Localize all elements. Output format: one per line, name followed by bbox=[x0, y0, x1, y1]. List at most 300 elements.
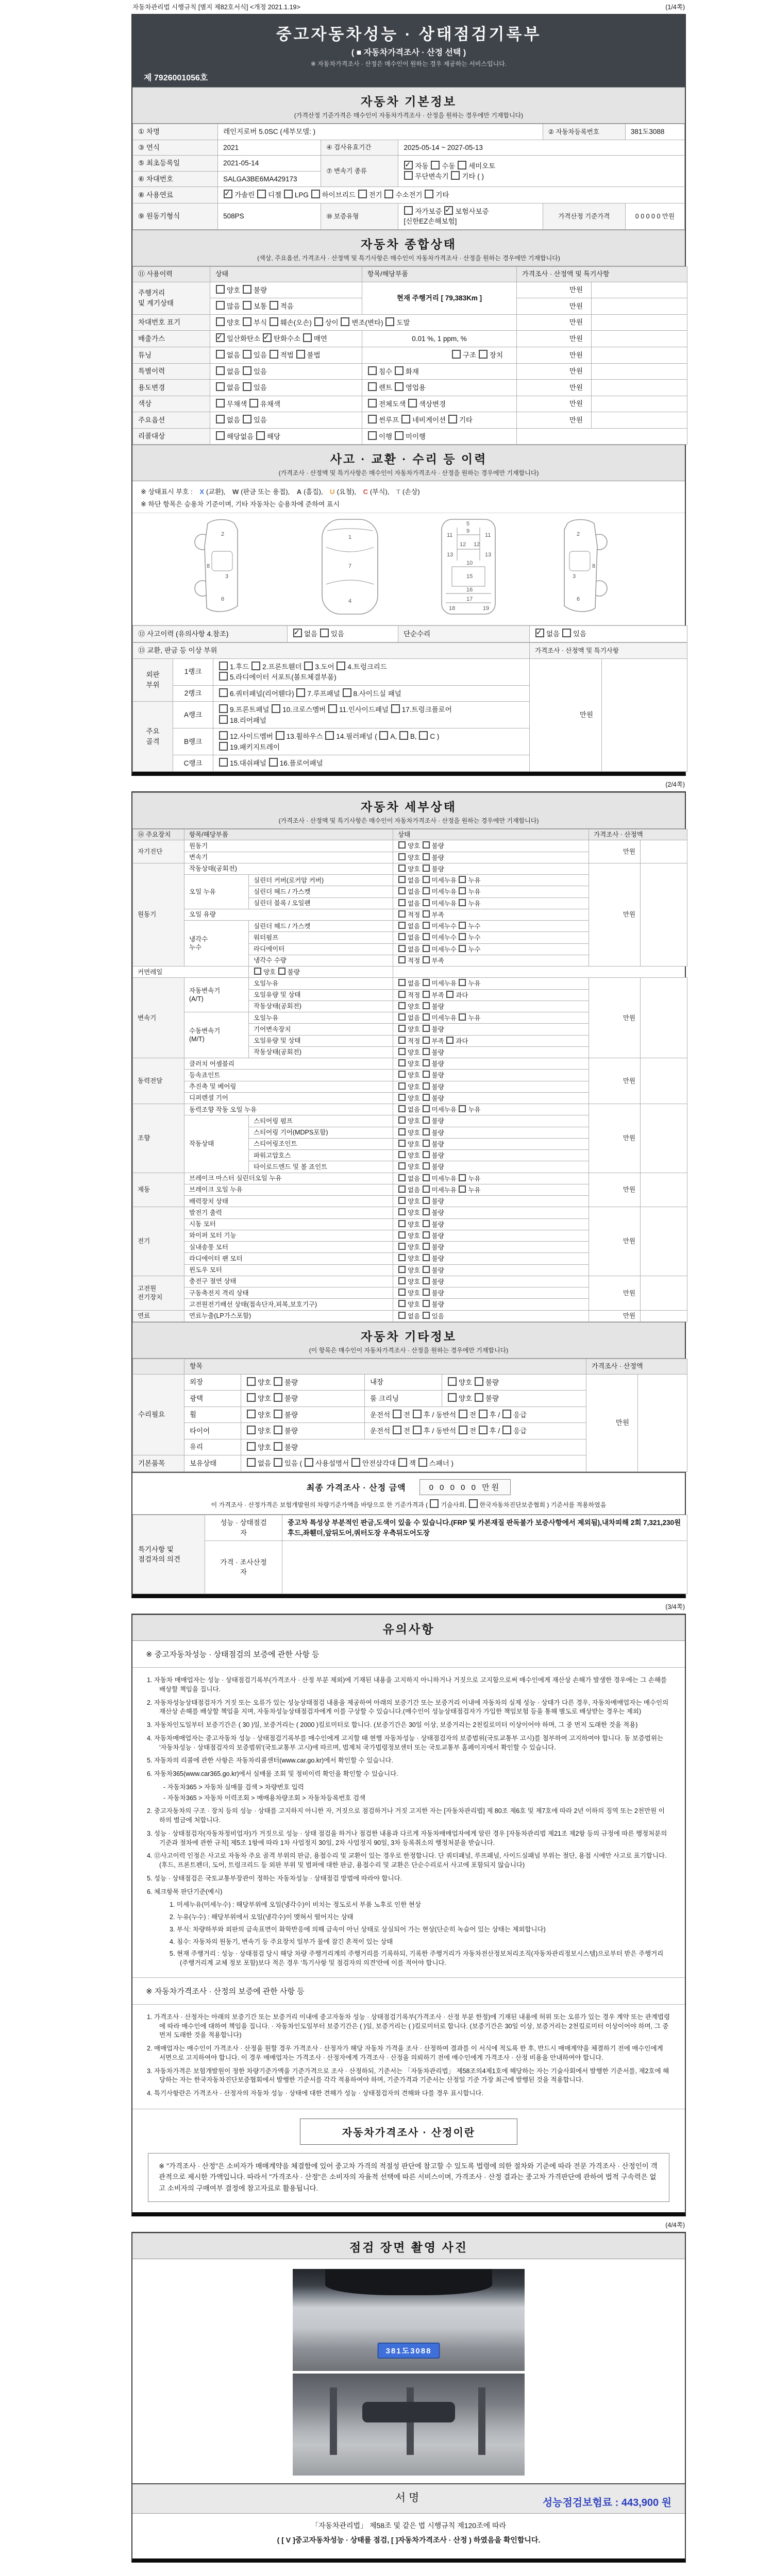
table-cell[interactable]: 양호 불량 bbox=[393, 1196, 589, 1207]
checkbox[interactable] bbox=[398, 1312, 406, 1319]
checkbox[interactable] bbox=[216, 415, 225, 423]
checkbox[interactable] bbox=[216, 431, 225, 440]
checkbox[interactable] bbox=[423, 1048, 430, 1055]
checkbox[interactable] bbox=[216, 399, 225, 408]
checkbox[interactable] bbox=[423, 1082, 430, 1090]
checkbox[interactable] bbox=[305, 1458, 313, 1467]
checkbox[interactable] bbox=[393, 1410, 401, 1418]
checkbox[interactable] bbox=[423, 991, 430, 998]
checkbox[interactable] bbox=[395, 366, 404, 375]
checkbox[interactable] bbox=[219, 672, 228, 681]
checkbox[interactable] bbox=[446, 991, 453, 998]
checkbox[interactable] bbox=[423, 1266, 430, 1273]
table-cell[interactable]: 6.쿼터패널(리어휀다) 7.루프패널 8.사이드실 패널 bbox=[213, 685, 530, 702]
checkbox[interactable] bbox=[398, 1266, 406, 1273]
checkbox[interactable] bbox=[423, 1312, 430, 1319]
checkbox[interactable] bbox=[398, 1277, 406, 1284]
checkbox[interactable] bbox=[276, 731, 284, 740]
table-cell[interactable]: 양호 부식 훼손(오손) 상이 변조(변타) 도말 bbox=[210, 314, 517, 331]
checkbox[interactable] bbox=[398, 1231, 406, 1239]
table-cell[interactable]: 없음 있음 bbox=[393, 1310, 589, 1321]
table-cell[interactable]: 양호 불량 bbox=[241, 1439, 586, 1455]
checkbox[interactable] bbox=[243, 366, 251, 375]
table-cell[interactable]: 양호 불량 bbox=[393, 1058, 589, 1070]
table-cell: 보유상태 bbox=[184, 1455, 241, 1472]
checkbox[interactable] bbox=[398, 1289, 406, 1296]
table-cell[interactable]: 없음 미세누수 누수 bbox=[393, 921, 589, 932]
checkbox[interactable] bbox=[423, 1071, 430, 1078]
checkbox[interactable] bbox=[320, 629, 329, 637]
checkbox[interactable] bbox=[398, 1220, 406, 1227]
table-cell[interactable]: 양호 불량 bbox=[393, 1001, 589, 1012]
checkbox[interactable] bbox=[398, 1254, 406, 1261]
table-cell[interactable]: 양호 불량 bbox=[393, 1024, 589, 1035]
table-cell[interactable]: 없음 미세누수 누수 bbox=[393, 943, 589, 955]
table-cell[interactable]: 양호 불량 bbox=[393, 1264, 589, 1276]
table-cell[interactable]: 양호 불량 bbox=[249, 967, 393, 978]
checkbox[interactable] bbox=[219, 742, 228, 751]
checkbox[interactable] bbox=[296, 350, 305, 359]
checkbox[interactable] bbox=[452, 350, 461, 359]
table-cell[interactable]: 이행 미이행 bbox=[362, 428, 517, 445]
damage-code-legend bbox=[132, 481, 685, 513]
checkbox[interactable] bbox=[423, 1300, 430, 1307]
table-cell: 단순수리 bbox=[398, 626, 530, 642]
simple-repair-options[interactable]: ✓ 없음 있음 bbox=[530, 626, 687, 642]
checkbox-checked[interactable] bbox=[444, 206, 453, 215]
table-cell[interactable]: 양호 불량 bbox=[393, 1299, 589, 1310]
checkbox[interactable] bbox=[398, 1128, 406, 1136]
checkbox-checked[interactable] bbox=[263, 333, 272, 342]
checkbox[interactable] bbox=[247, 1410, 256, 1418]
table-cell[interactable]: 양호 불량 bbox=[241, 1391, 365, 1407]
checkbox[interactable] bbox=[296, 688, 305, 697]
checkbox[interactable] bbox=[256, 431, 265, 440]
checkbox[interactable] bbox=[314, 317, 323, 326]
checkbox[interactable] bbox=[430, 1499, 439, 1508]
checkbox[interactable] bbox=[368, 431, 377, 440]
checkbox[interactable] bbox=[423, 1277, 430, 1284]
table-cell[interactable]: 양호 불량 bbox=[393, 1070, 589, 1081]
checkbox[interactable] bbox=[398, 1458, 407, 1467]
table-cell[interactable]: 양호 불량 bbox=[241, 1423, 365, 1439]
checkbox[interactable] bbox=[243, 285, 251, 294]
checkbox[interactable] bbox=[459, 945, 466, 952]
table-cell[interactable]: 양호 불량 bbox=[393, 1242, 589, 1253]
checkbox[interactable] bbox=[398, 1094, 406, 1101]
table-cell[interactable]: 9.프론트패널 10.크로스멤버 11.인사이드패널 17.트렁크플로어 18.리어패널 bbox=[213, 702, 530, 728]
checkbox[interactable] bbox=[398, 876, 406, 883]
table-cell[interactable]: 양호 불량 bbox=[393, 1138, 589, 1149]
section-title: 자동차 종합상태 bbox=[361, 237, 457, 251]
checkbox[interactable] bbox=[459, 1410, 467, 1418]
checkbox[interactable] bbox=[398, 1025, 406, 1032]
table-cell[interactable]: 적정 부족 과다 bbox=[393, 1035, 589, 1046]
table-cell[interactable]: 없음 있음 bbox=[210, 363, 362, 380]
checkbox[interactable] bbox=[368, 366, 377, 375]
checkbox[interactable] bbox=[398, 887, 406, 894]
table-cell[interactable]: 양호 불량 bbox=[210, 282, 362, 298]
checkbox[interactable] bbox=[459, 1185, 466, 1193]
checkbox[interactable] bbox=[423, 1231, 430, 1239]
checkbox[interactable] bbox=[398, 1174, 406, 1181]
checkbox[interactable] bbox=[423, 1037, 430, 1044]
fuel-options[interactable]: ✓ 가솔린 디젤 LPG 하이브리드 전기 수소전기 기타 bbox=[218, 187, 685, 204]
table-cell[interactable]: 양호 불량 bbox=[393, 1115, 589, 1127]
checkbox[interactable] bbox=[398, 1185, 406, 1193]
table-cell[interactable]: 전체도색 색상변경 bbox=[362, 396, 517, 412]
checkbox[interactable] bbox=[398, 945, 406, 952]
checkbox[interactable] bbox=[448, 415, 457, 423]
checkbox[interactable] bbox=[368, 399, 377, 408]
accident-history-options[interactable]: ✓ 없음 있음 bbox=[288, 626, 398, 642]
checkbox[interactable] bbox=[398, 1037, 406, 1044]
checkbox[interactable] bbox=[423, 853, 430, 860]
checkbox[interactable] bbox=[459, 876, 466, 883]
table-cell[interactable]: 양호 불량 bbox=[393, 1287, 589, 1299]
checkbox[interactable] bbox=[404, 206, 413, 215]
table-cell[interactable]: 없음 미세누유 누유 bbox=[393, 875, 589, 886]
checkbox[interactable] bbox=[398, 1105, 406, 1112]
table-cell[interactable]: 양호 불량 bbox=[393, 1218, 589, 1230]
checkbox[interactable] bbox=[423, 979, 430, 986]
checkbox[interactable] bbox=[398, 979, 406, 986]
checkbox[interactable] bbox=[216, 366, 225, 375]
table-cell: 외장 bbox=[184, 1374, 241, 1391]
checkbox[interactable] bbox=[459, 899, 466, 906]
table-cell[interactable]: 양호 불량 bbox=[393, 1161, 589, 1173]
checkbox[interactable] bbox=[398, 1002, 406, 1009]
table-cell[interactable]: 양호 불량 bbox=[393, 1092, 589, 1104]
checkbox[interactable] bbox=[423, 1002, 430, 1009]
checkbox[interactable] bbox=[254, 968, 261, 975]
checkbox[interactable] bbox=[398, 1243, 406, 1250]
checkbox[interactable] bbox=[398, 1208, 406, 1215]
table-cell[interactable]: 1.후드 2.프론트휀더 3.도어 4.트렁크리드 5.라디에이터 서포트(볼트체결부품) bbox=[213, 658, 530, 685]
checkbox[interactable] bbox=[398, 910, 406, 918]
checkbox[interactable] bbox=[270, 317, 278, 326]
table-cell[interactable]: 양호 불량 bbox=[442, 1391, 586, 1407]
checkbox[interactable] bbox=[247, 1377, 256, 1386]
table-cell[interactable]: 침수 화재 bbox=[362, 363, 517, 380]
checkbox[interactable] bbox=[274, 1442, 282, 1451]
checkbox[interactable] bbox=[398, 1151, 406, 1158]
checkbox[interactable] bbox=[423, 1094, 430, 1101]
checkbox[interactable] bbox=[274, 1458, 282, 1467]
table-cell[interactable]: 12.사이드멤버 13.휠하우스 14.필러패널 ( A, B, C ) 19.패키지트레이 bbox=[213, 728, 530, 755]
checkbox[interactable] bbox=[274, 1410, 282, 1418]
table-cell[interactable]: 많음 보통 적음 bbox=[210, 298, 362, 315]
checkbox[interactable] bbox=[398, 1162, 406, 1170]
table-cell[interactable]: 운전석 전 후 / 동반석 전 후 / 응급 bbox=[365, 1423, 586, 1439]
notice-subitem: - 자동차365 > 자동차 실매물 검색 > 차량번호 입력 bbox=[163, 1783, 304, 1791]
checkbox[interactable] bbox=[303, 333, 312, 342]
table-cell[interactable]: 양호 불량 bbox=[393, 840, 589, 852]
checkbox[interactable] bbox=[398, 1140, 406, 1147]
checkbox[interactable] bbox=[311, 190, 320, 198]
checkbox[interactable] bbox=[401, 415, 410, 423]
checkbox[interactable] bbox=[249, 399, 258, 408]
checkbox[interactable] bbox=[459, 1105, 466, 1112]
checkbox[interactable] bbox=[423, 1013, 430, 1021]
checkbox[interactable] bbox=[431, 161, 440, 170]
checkbox[interactable] bbox=[270, 301, 278, 310]
checkbox[interactable] bbox=[502, 1426, 511, 1434]
checkbox[interactable] bbox=[398, 956, 406, 963]
checkbox[interactable] bbox=[423, 1197, 430, 1204]
table-cell[interactable]: 양호 불량 bbox=[393, 1127, 589, 1138]
checkbox[interactable] bbox=[423, 865, 430, 872]
checkbox[interactable] bbox=[216, 285, 225, 294]
checkbox[interactable] bbox=[502, 1410, 511, 1418]
checkbox[interactable] bbox=[458, 161, 466, 170]
table-cell[interactable]: 양호 불량 bbox=[393, 1276, 589, 1287]
checkbox[interactable] bbox=[398, 1013, 406, 1021]
table-cell[interactable]: 해당없음 해당 bbox=[210, 428, 362, 445]
checkbox[interactable] bbox=[398, 841, 406, 849]
checkbox[interactable] bbox=[423, 910, 430, 918]
checkbox-checked[interactable] bbox=[224, 190, 232, 198]
mileage-value: 현재 주행거리 [ 79,383Km ] bbox=[362, 282, 517, 314]
checkbox[interactable] bbox=[391, 704, 400, 713]
checkbox-checked[interactable] bbox=[535, 629, 544, 637]
table-cell[interactable]: 양호 불량 bbox=[393, 1081, 589, 1092]
table-cell[interactable]: 양호 불량 bbox=[393, 1207, 589, 1218]
checkbox[interactable] bbox=[479, 350, 488, 359]
checkbox[interactable] bbox=[413, 1426, 422, 1434]
checkbox[interactable] bbox=[284, 190, 293, 198]
checkbox[interactable] bbox=[398, 1048, 406, 1055]
checkbox[interactable] bbox=[398, 1082, 406, 1090]
checkbox[interactable] bbox=[270, 350, 278, 359]
checkbox-checked[interactable] bbox=[216, 333, 225, 342]
checkbox[interactable] bbox=[423, 1105, 430, 1112]
checkbox[interactable] bbox=[393, 1426, 401, 1434]
checkbox[interactable] bbox=[243, 350, 251, 359]
checkbox[interactable] bbox=[341, 317, 349, 326]
checkbox-checked[interactable] bbox=[293, 629, 302, 637]
checkbox[interactable] bbox=[247, 1442, 256, 1451]
checkbox[interactable] bbox=[459, 1426, 467, 1434]
checkbox[interactable] bbox=[251, 662, 260, 670]
checkbox[interactable] bbox=[398, 853, 406, 860]
checkbox[interactable] bbox=[423, 1185, 430, 1193]
checkbox[interactable] bbox=[216, 350, 225, 359]
checkbox[interactable] bbox=[398, 1071, 406, 1078]
checkbox[interactable] bbox=[243, 415, 251, 423]
checkbox[interactable] bbox=[395, 431, 404, 440]
table-cell[interactable]: 양호 불량 bbox=[442, 1374, 586, 1391]
checkbox[interactable] bbox=[423, 1059, 430, 1066]
table-cell[interactable]: 양호 불량 bbox=[393, 1150, 589, 1161]
checkbox[interactable] bbox=[216, 301, 225, 310]
checkbox[interactable] bbox=[423, 1289, 430, 1296]
checkbox[interactable] bbox=[325, 731, 334, 740]
checkbox[interactable] bbox=[398, 1059, 406, 1066]
checkbox[interactable] bbox=[351, 1458, 360, 1467]
checkbox[interactable] bbox=[278, 968, 285, 975]
checkbox[interactable] bbox=[398, 991, 406, 998]
table-cell[interactable]: 운전석 전 후 / 동반석 전 후 / 응급 bbox=[365, 1406, 586, 1423]
checkbox[interactable] bbox=[418, 1458, 427, 1467]
checkbox[interactable] bbox=[243, 301, 251, 310]
checkbox[interactable] bbox=[379, 731, 388, 740]
checkbox[interactable] bbox=[398, 1300, 406, 1307]
checkbox[interactable] bbox=[398, 1116, 406, 1124]
checkbox[interactable] bbox=[459, 887, 466, 894]
checkbox[interactable] bbox=[423, 887, 430, 894]
checkbox[interactable] bbox=[398, 922, 406, 929]
table-cell[interactable]: 없음 미세누유 누유 bbox=[393, 886, 589, 897]
table-cell[interactable]: 15.대쉬패널 16.플로어패널 bbox=[213, 755, 530, 772]
checkbox[interactable] bbox=[404, 171, 413, 180]
checkbox[interactable] bbox=[304, 662, 313, 670]
checkbox[interactable] bbox=[423, 945, 430, 952]
checkbox[interactable] bbox=[243, 317, 251, 326]
checkbox[interactable] bbox=[423, 933, 430, 940]
table-cell[interactable]: 양호 불량 bbox=[393, 1046, 589, 1058]
table-cell[interactable]: 양호 불량 bbox=[393, 1253, 589, 1264]
checkbox[interactable] bbox=[423, 1162, 430, 1170]
table-cell[interactable]: 양호 불량 bbox=[393, 863, 589, 874]
table-cell[interactable]: 양호 불량 bbox=[241, 1406, 365, 1423]
checkbox[interactable] bbox=[247, 1393, 256, 1402]
table-cell[interactable]: 무채색 유채색 bbox=[210, 396, 362, 412]
checkbox[interactable] bbox=[269, 758, 278, 767]
table-cell[interactable]: 없음 미세누유 누유 bbox=[393, 978, 589, 989]
table-cell[interactable]: 없음 있음 ( 사용설명서 안전삼각대 잭 스패너 ) bbox=[241, 1455, 586, 1472]
table-cell[interactable]: 적정 부족 과다 bbox=[393, 989, 589, 1001]
checkbox[interactable] bbox=[423, 899, 430, 906]
checkbox[interactable] bbox=[384, 190, 393, 198]
checkbox[interactable] bbox=[423, 1116, 430, 1124]
checkbox[interactable] bbox=[423, 956, 430, 963]
checkbox[interactable] bbox=[448, 1377, 457, 1386]
checkbox[interactable] bbox=[398, 899, 406, 906]
table-cell[interactable]: 적정 부족 bbox=[393, 909, 589, 920]
checkbox-checked[interactable] bbox=[404, 161, 413, 170]
checkbox[interactable] bbox=[272, 704, 280, 713]
checkbox[interactable] bbox=[399, 731, 408, 740]
checkbox[interactable] bbox=[243, 382, 251, 391]
table-cell[interactable]: 없음 있음 bbox=[210, 412, 362, 429]
section-subtitle: (이 항목은 매수인이 자동차가격조사 · 산정을 원하는 경우에만 기재합니다) bbox=[309, 1346, 509, 1354]
checkbox[interactable] bbox=[479, 1426, 488, 1434]
checkbox[interactable] bbox=[459, 933, 466, 940]
checkbox[interactable] bbox=[368, 382, 377, 391]
checkbox[interactable] bbox=[459, 1013, 466, 1021]
checkbox[interactable] bbox=[247, 1458, 256, 1467]
checkbox[interactable] bbox=[475, 1377, 483, 1386]
checkbox[interactable] bbox=[423, 1208, 430, 1215]
checkbox[interactable] bbox=[475, 1393, 483, 1402]
checkbox[interactable] bbox=[423, 1151, 430, 1158]
table-cell[interactable]: 적정 부족 bbox=[393, 955, 589, 966]
checkbox[interactable] bbox=[398, 865, 406, 872]
table-cell[interactable]: 없음 미세누유 누유 bbox=[393, 1012, 589, 1024]
checkbox[interactable] bbox=[337, 662, 345, 670]
checkbox[interactable] bbox=[408, 399, 417, 408]
checkbox[interactable] bbox=[395, 382, 404, 391]
checkbox[interactable] bbox=[219, 731, 228, 740]
table-cell[interactable]: 없음 있음 bbox=[210, 380, 362, 396]
checkbox[interactable] bbox=[219, 758, 228, 767]
table-cell[interactable]: 렌트 영업용 bbox=[362, 380, 517, 396]
table-cell[interactable]: 썬루프 네비게이션 기타 bbox=[362, 412, 517, 429]
emission-options[interactable]: ✓ 일산화탄소 ✓탄화수소 매연 bbox=[210, 331, 362, 347]
table-cell[interactable]: 없음 미세누유 누유 bbox=[393, 1173, 589, 1184]
table-cell[interactable]: 없음 미세누유 누유 bbox=[393, 1184, 589, 1195]
checkbox[interactable] bbox=[219, 715, 228, 724]
checkbox[interactable] bbox=[257, 190, 266, 198]
transmission-options[interactable]: ✓자동 수동 세미오토 무단변속기 기타 ( ) bbox=[398, 156, 685, 187]
checkbox[interactable] bbox=[274, 1377, 282, 1386]
checkbox[interactable] bbox=[368, 415, 377, 423]
checkbox[interactable] bbox=[423, 841, 430, 849]
table-cell[interactable]: 양호 불량 bbox=[393, 1230, 589, 1241]
checkbox[interactable] bbox=[385, 317, 394, 326]
checkbox[interactable] bbox=[216, 317, 225, 326]
checkbox[interactable] bbox=[219, 662, 228, 670]
checkbox[interactable] bbox=[419, 731, 428, 740]
table-cell[interactable]: 없음 미세누수 누수 bbox=[393, 932, 589, 943]
checkbox[interactable] bbox=[423, 1254, 430, 1261]
checkbox[interactable] bbox=[358, 190, 367, 198]
checkbox[interactable] bbox=[562, 629, 571, 637]
checkbox[interactable] bbox=[423, 876, 430, 883]
checkbox[interactable] bbox=[446, 1037, 453, 1044]
checkbox[interactable] bbox=[423, 1025, 430, 1032]
checkbox[interactable] bbox=[423, 1243, 430, 1250]
table-cell: ⑦ 변속기 종류 bbox=[321, 156, 398, 187]
checkbox[interactable] bbox=[448, 1393, 457, 1402]
checkbox[interactable] bbox=[459, 1174, 466, 1181]
checkbox[interactable] bbox=[423, 1140, 430, 1147]
checkbox[interactable] bbox=[328, 704, 337, 713]
table-cell[interactable]: 없음 미세누유 누유 bbox=[393, 1104, 589, 1115]
checkbox[interactable] bbox=[423, 1220, 430, 1227]
checkbox[interactable] bbox=[451, 171, 460, 180]
checkbox[interactable] bbox=[274, 1426, 282, 1434]
checkbox[interactable] bbox=[247, 1426, 256, 1434]
checkbox[interactable] bbox=[479, 1410, 488, 1418]
warranty-options[interactable]: 자가보증 ✓보험사보증 [신한EZ손해보험] bbox=[398, 203, 543, 229]
checkbox[interactable] bbox=[459, 979, 466, 986]
checkbox[interactable] bbox=[423, 1128, 430, 1136]
checkbox[interactable] bbox=[423, 922, 430, 929]
table-cell[interactable]: 구조 장치 bbox=[362, 347, 517, 364]
checkbox[interactable] bbox=[425, 190, 433, 198]
checkbox[interactable] bbox=[459, 922, 466, 929]
checkbox[interactable] bbox=[219, 688, 228, 697]
table-cell[interactable]: 없음 미세누유 누유 bbox=[393, 897, 589, 909]
checkbox[interactable] bbox=[343, 688, 351, 697]
legend-note: ※ 하단 항목은 승용차 기준이며, 기타 자동차는 승용차에 준하여 표시 bbox=[141, 500, 340, 509]
checkbox[interactable] bbox=[423, 1174, 430, 1181]
checkbox[interactable] bbox=[216, 382, 225, 391]
checkbox[interactable] bbox=[274, 1393, 282, 1402]
table-cell[interactable]: 양호 불량 bbox=[393, 852, 589, 863]
notice-subitem: 3. 부식: 차량하부와 외판의 금속표면이 화학반응에 의해 금속이 아닌 상태로 상실되어 가는 현상(단순히 녹슬어 있는 상태는 제외합니다) bbox=[170, 1925, 546, 1933]
checkbox[interactable] bbox=[219, 704, 228, 713]
checkbox[interactable] bbox=[398, 933, 406, 940]
checkbox[interactable] bbox=[398, 1197, 406, 1204]
table-cell[interactable]: 양호 불량 bbox=[241, 1374, 365, 1391]
checkbox[interactable] bbox=[469, 1499, 478, 1508]
vehicle-diagram-area bbox=[132, 513, 685, 625]
checkbox[interactable] bbox=[413, 1410, 422, 1418]
table-cell[interactable]: 없음 있음 적법 불법 bbox=[210, 347, 362, 364]
